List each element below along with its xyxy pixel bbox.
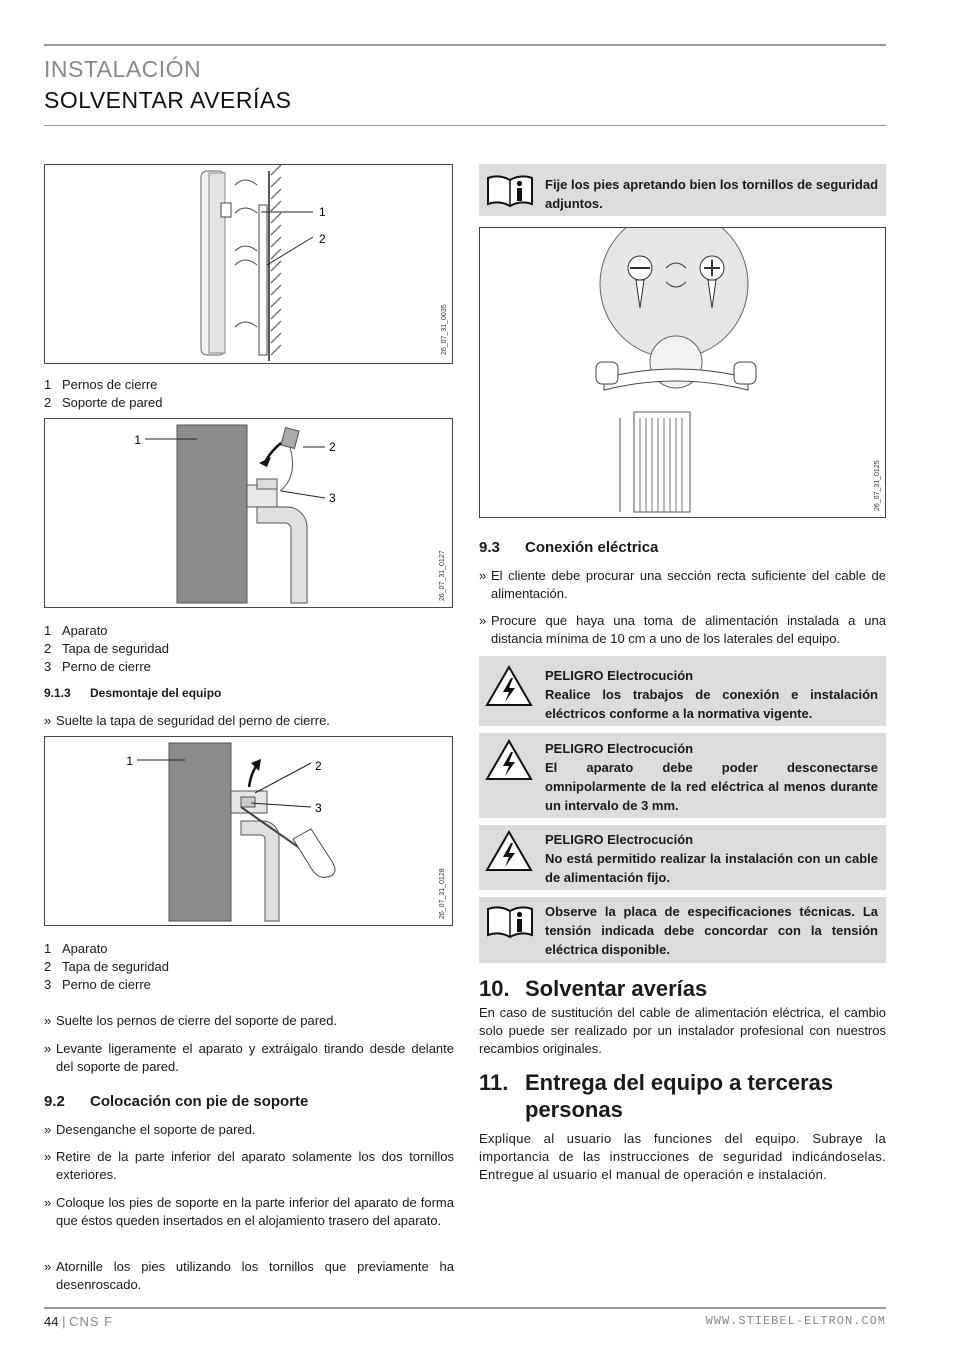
fig1-callout-2: 2 — [319, 232, 326, 246]
warning-box — [479, 656, 886, 726]
info-box — [479, 164, 886, 216]
fig2-callout-1: 1 — [134, 433, 141, 447]
header-section: INSTALACIÓN — [44, 56, 202, 82]
warning-title: PELIGRO Electrocución — [545, 668, 694, 683]
manual-info-icon — [485, 174, 535, 208]
electric-hazard-icon — [485, 829, 533, 873]
bullet-item: » Atornille los pies utilizando los tornillos que previamente ha desenroscado. — [44, 1259, 454, 1292]
legend-item: 2 Soporte de pared — [44, 395, 163, 410]
legend-item: 2 Tapa de seguridad — [44, 959, 169, 974]
footer-separator: | — [62, 1314, 66, 1329]
fig3-callout-1: 1 — [126, 754, 133, 768]
info-text: Fije los pies apretando bien los tornillos de seguridad adjuntos. — [545, 177, 879, 211]
wall-bracket-drawing — [45, 165, 454, 365]
footer-left — [44, 1314, 113, 1329]
bullet-item: » Suelte la tapa de seguridad del perno de cierre. — [44, 713, 330, 728]
electric-hazard-icon — [485, 664, 533, 708]
chapter-text: Explique al usuario las funciones del equipo. Subraye la importancia de las instrucciones de seguridad indicándoselas. Entregue al usuario el manual de operación e instalación. — [479, 1131, 886, 1182]
legend-item: 3 Perno de cierre — [44, 659, 151, 674]
warning-text — [545, 830, 878, 887]
figure-wall-bracket — [44, 164, 453, 364]
figure-legend — [44, 940, 169, 994]
electric-hazard-icon — [485, 738, 533, 782]
figure-safety-cap — [44, 418, 453, 608]
header-top-rule — [44, 44, 886, 46]
legend-item: 3 Perno de cierre — [44, 977, 151, 992]
legend-item: 1 Pernos de cierre — [44, 377, 158, 392]
figure-legend — [44, 622, 169, 676]
remove-cap-drawing — [45, 737, 454, 927]
fig3-callout-2: 2 — [315, 759, 322, 773]
bullet-item: » Levante ligeramente el aparato y extráigalo tirando desde delante del soporte de pared. — [44, 1041, 454, 1074]
warning-text — [545, 666, 878, 723]
warning-body: No está permitido realizar la instalación con un cable de alimentación fijo. — [545, 851, 878, 885]
info-text: Observe la placa de especificaciones técnicas. La tensión indicada debe concordar con la tensión eléctrica disponible. — [545, 904, 878, 957]
legend-item: 1 Aparato — [44, 623, 108, 638]
section-heading: 9.2 Colocación con pie de soporte — [44, 1093, 309, 1110]
fig2-callout-3: 3 — [329, 491, 336, 505]
chapter-text: En caso de sustitución del cable de alimentación eléctrica, el cambio solo puede ser realizado por un instalador profesional con nuestros recambios originales. — [479, 1005, 886, 1056]
page-number: 44 — [44, 1314, 59, 1329]
legend-item: 1 Aparato — [44, 941, 108, 956]
figure-code: 26_07_31_0035 — [441, 304, 448, 355]
chapter-heading: 10. Solventar averías — [479, 976, 708, 1001]
bullet-item: » Retire de la parte inferior del aparato solamente los dos tornillos exteriores. — [44, 1149, 454, 1182]
figure-code: 26_07_31_0125 — [874, 460, 881, 511]
warning-title: PELIGRO Electrocución — [545, 832, 694, 847]
figure-support-feet — [479, 227, 886, 518]
warning-text — [545, 739, 878, 815]
model-name: CNS F — [69, 1314, 114, 1329]
warning-body: El aparato debe poder desconectarse omnipolarmente de la red eléctrica al menos durante un intervalo de 3 mm. — [545, 760, 878, 813]
header-title: SOLVENTAR AVERÍAS — [44, 87, 292, 113]
bullet-item: » Procure que haya una toma de alimentación instalada a una distancia mínima de 10 cm a uno de los laterales del equipo. — [479, 613, 886, 646]
bullet-item: » El cliente debe procurar una sección recta suficiente del cable de alimentación. — [479, 568, 886, 601]
section-heading: 9.3 Conexión eléctrica — [479, 539, 659, 556]
bullet-item: » Suelte los pernos de cierre del soporte de pared. — [44, 1013, 338, 1028]
warning-box — [479, 733, 886, 818]
manual-info-icon — [485, 905, 535, 939]
footer-rule — [44, 1307, 886, 1309]
chapter-heading: 11. Entrega del equipo a terceras personas — [479, 1070, 834, 1122]
fig2-callout-2: 2 — [329, 440, 336, 454]
info-box — [479, 897, 886, 963]
fig3-callout-3: 3 — [315, 801, 322, 815]
website-url: WWW.STIEBEL-ELTRON.COM — [705, 1314, 886, 1328]
figure-code: 26_07_31_0128 — [439, 868, 446, 919]
safety-cap-drawing — [45, 419, 454, 609]
fig1-callout-1: 1 — [319, 205, 326, 219]
warning-title: PELIGRO Electrocución — [545, 741, 694, 756]
figure-code: 26_07_31_0127 — [439, 550, 446, 601]
figure-legend — [44, 376, 162, 412]
legend-item: 2 Tapa de seguridad — [44, 641, 169, 656]
warning-body: Realice los trabajos de conexión e instalación eléctricos conforme a la normativa vigente. — [545, 687, 878, 721]
support-feet-drawing — [480, 228, 887, 519]
section-heading: 9.1.3 Desmontaje del equipo — [44, 686, 222, 700]
bullet-item: » Coloque los pies de soporte en la parte inferior del aparato de forma que éstos queden insertados en el alojamiento trasero del aparato. — [44, 1195, 454, 1228]
bullet-item: » Desenganche el soporte de pared. — [44, 1122, 256, 1137]
figure-remove-cap — [44, 736, 453, 926]
header-bottom-rule — [44, 125, 886, 126]
warning-box — [479, 825, 886, 890]
